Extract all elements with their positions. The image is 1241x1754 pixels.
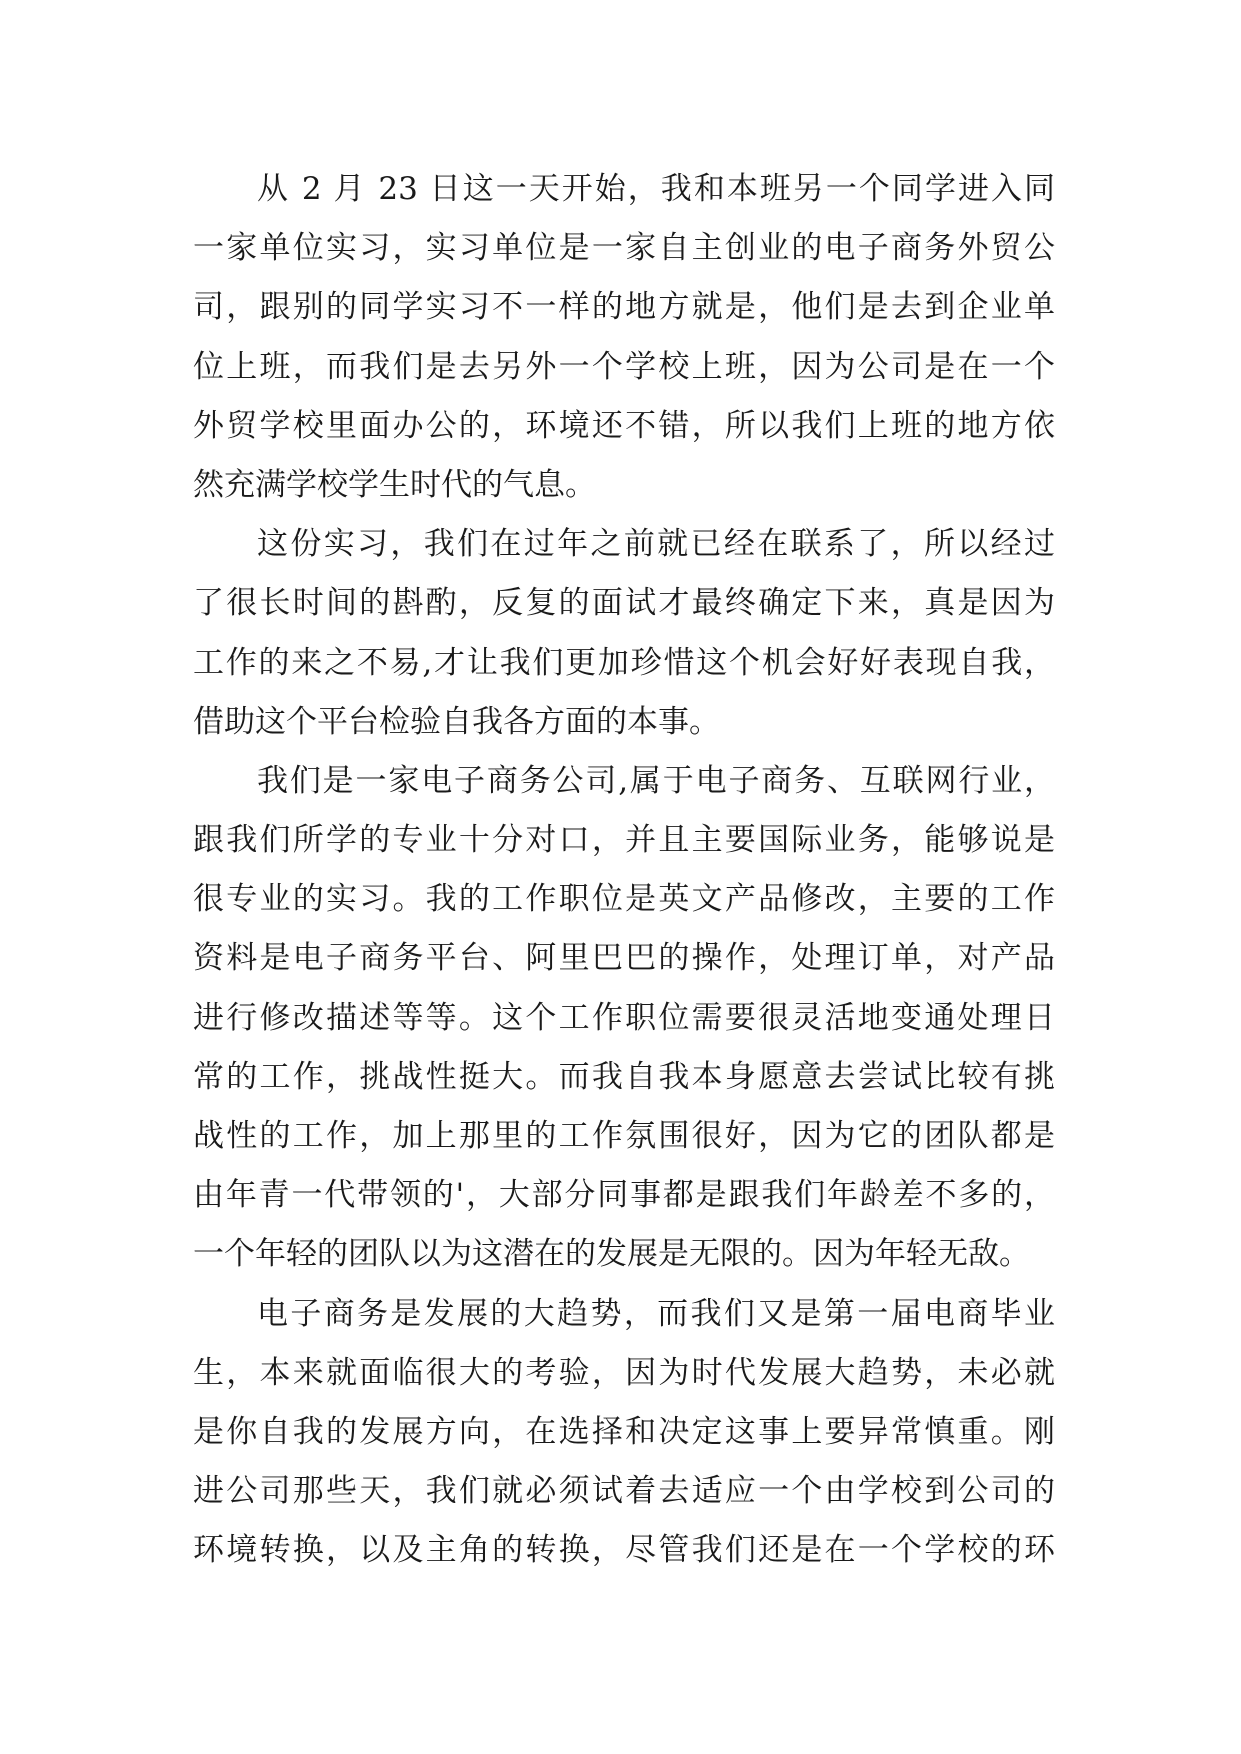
text-line: 工作的来之不易,才让我们更加珍惜这个机会好好表现自我， bbox=[193, 644, 1055, 681]
text-line: 生，本来就面临很大的考验，因为时代发展大趋势，未必就 bbox=[193, 1354, 1055, 1391]
text-line: 一个年轻的团队以为这潜在的发展是无限的。因为年轻无敌。 bbox=[193, 1236, 1030, 1273]
paragraph bbox=[193, 752, 1055, 1285]
text-line: 外贸学校里面办公的，环境还不错，所以我们上班的地方依 bbox=[193, 407, 1055, 444]
text-line: 跟我们所学的专业十分对口，并且主要国际业务，能够说是 bbox=[193, 822, 1055, 859]
document-body bbox=[193, 160, 1055, 1581]
text-line: 很专业的实习。我的工作职位是英文产品修改，主要的工作 bbox=[193, 881, 1055, 918]
text-line: 位上班，而我们是去另外一个学校上班，因为公司是在一个 bbox=[193, 348, 1055, 385]
text-line: 我们是一家电子商务公司,属于电子商务、互联网行业， bbox=[257, 762, 1055, 799]
text-line: 由年青一代带领的'，大部分同事都是跟我们年龄差不多的， bbox=[193, 1177, 1055, 1214]
text-line: 司，跟别的同学实习不一样的地方就是，他们是去到企业单 bbox=[193, 289, 1055, 326]
text-line: 常的工作，挑战性挺大。而我自我本身愿意去尝试比较有挑 bbox=[193, 1058, 1055, 1095]
text-line: 借助这个平台检验自我各方面的本事。 bbox=[193, 703, 720, 740]
text-line: 电子商务是发展的大趋势，而我们又是第一届电商毕业 bbox=[257, 1295, 1055, 1332]
text-line: 进行修改描述等等。这个工作职位需要很灵活地变通处理日 bbox=[193, 999, 1055, 1036]
text-line: 了很长时间的斟酌，反复的面试才最终确定下来，真是因为 bbox=[193, 585, 1055, 622]
text-line: 环境转换，以及主角的转换，尽管我们还是在一个学校的环 bbox=[193, 1532, 1055, 1569]
text-line: 是你自我的发展方向，在选择和决定这事上要异常慎重。刚 bbox=[193, 1413, 1055, 1450]
text-line: 一家单位实习，实习单位是一家自主创业的电子商务外贸公 bbox=[193, 230, 1055, 267]
text-line: 然充满学校学生时代的气息。 bbox=[193, 466, 596, 503]
text-line: 进公司那些天，我们就必须试着去适应一个由学校到公司的 bbox=[193, 1473, 1055, 1510]
paragraph bbox=[193, 160, 1055, 515]
text-line: 战性的工作，加上那里的工作氛围很好，因为它的团队都是 bbox=[193, 1118, 1055, 1154]
text-line: 从 2 月 23 日这一天开始，我和本班另一个同学进入同 bbox=[257, 171, 1055, 207]
text-line: 资料是电子商务平台、阿里巴巴的操作，处理订单，对产品 bbox=[193, 940, 1055, 977]
paragraph bbox=[193, 1285, 1055, 1581]
paragraph bbox=[193, 515, 1055, 752]
text-line: 这份实习，我们在过年之前就已经在联系了，所以经过 bbox=[257, 526, 1055, 563]
